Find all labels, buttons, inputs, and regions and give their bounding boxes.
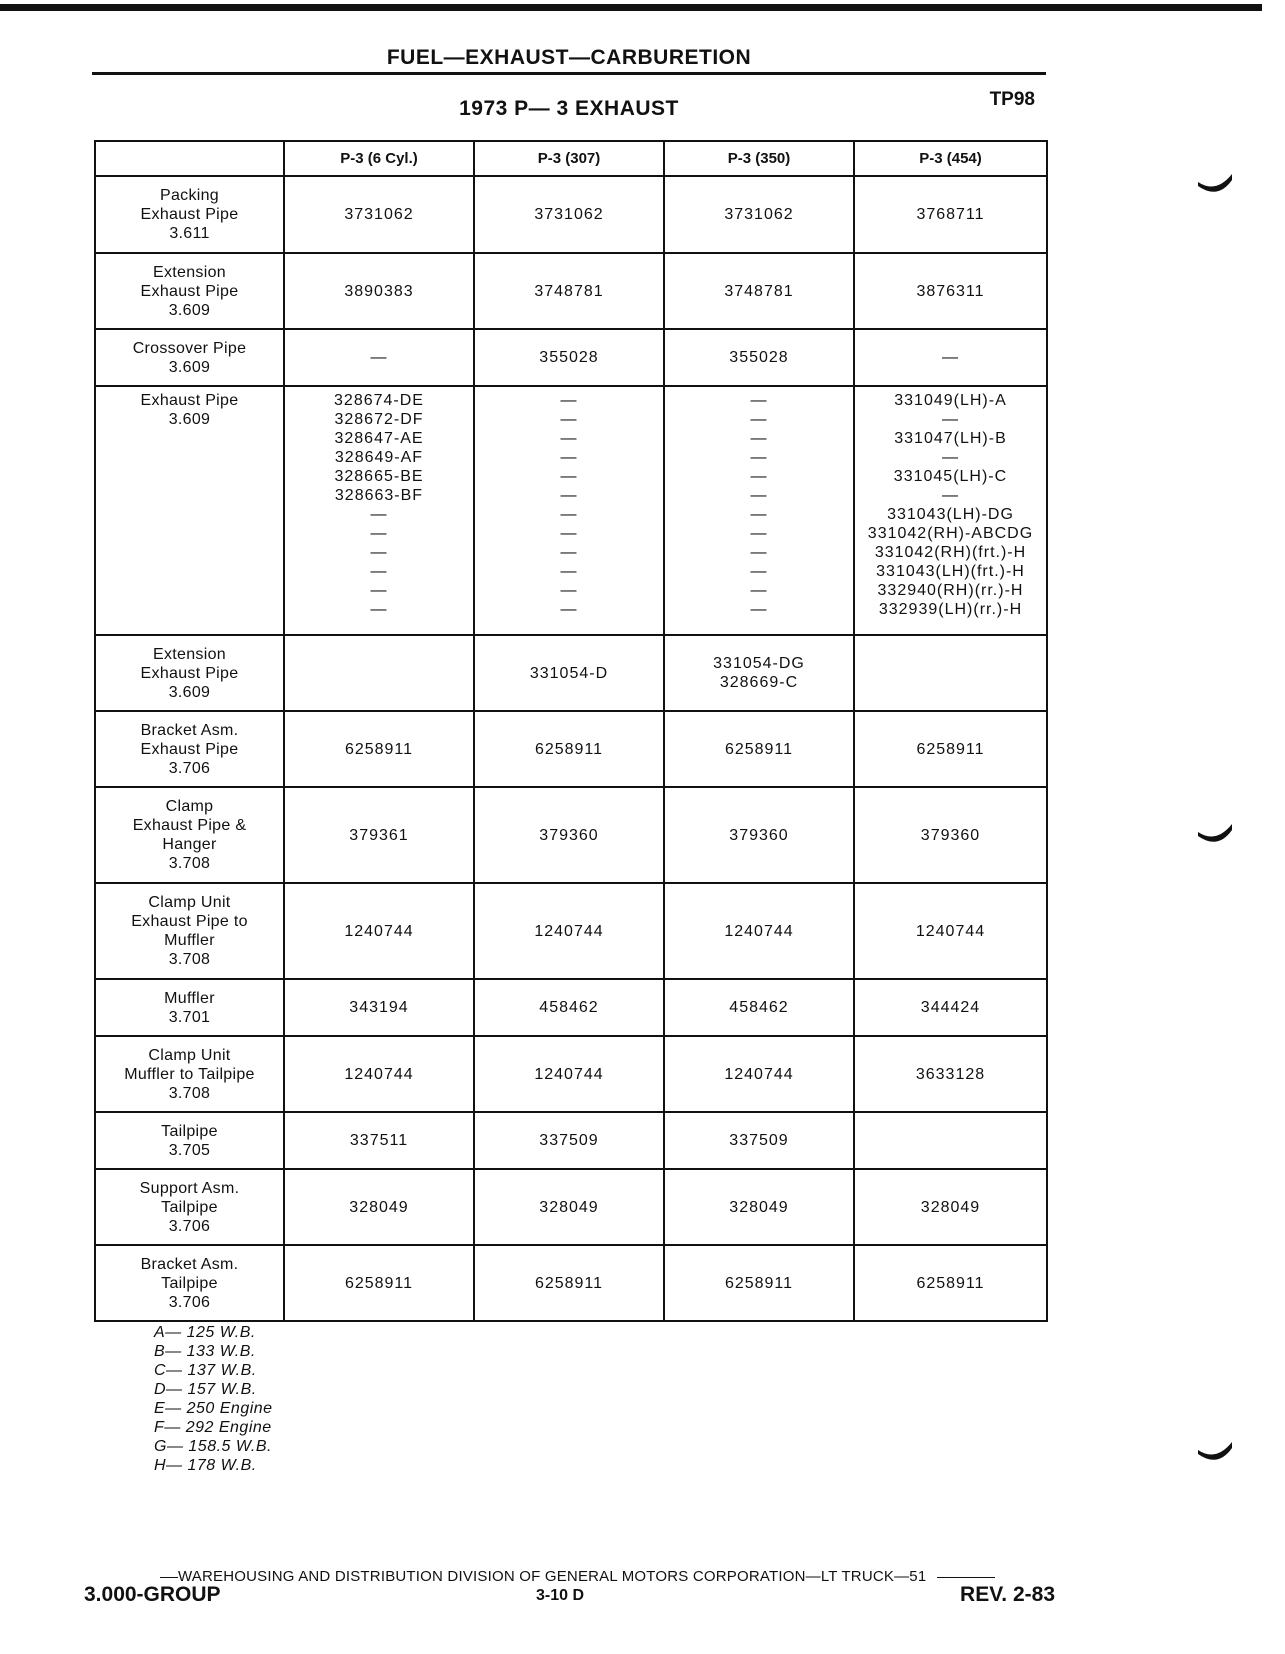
part-number-cell — [284, 329, 474, 386]
part-number: — — [750, 468, 768, 485]
part-number-cell — [284, 1036, 474, 1112]
part-number: 344424 — [920, 999, 981, 1016]
part-number-cell — [284, 787, 474, 883]
part-name-cell — [95, 1112, 284, 1169]
part-number: 328672-DF — [334, 411, 424, 428]
part-number: — — [560, 449, 578, 466]
part-number-cell — [854, 711, 1047, 787]
part-number: — — [560, 392, 578, 409]
part-number: 328669-C — [719, 674, 799, 691]
part-number-cell — [854, 1245, 1047, 1321]
part-name-line: Clamp — [165, 798, 214, 815]
part-number: 3748781 — [724, 282, 794, 300]
part-number: 337511 — [349, 1132, 409, 1149]
part-number: 331045(LH)-C — [893, 468, 1008, 485]
part-name-line: 3.708 — [168, 951, 211, 968]
part-number: — — [560, 544, 578, 561]
footer-dash-right — [937, 1577, 995, 1578]
part-number: — — [560, 411, 578, 428]
part-number-cell — [284, 386, 474, 635]
part-number-cell — [854, 979, 1047, 1036]
part-name-line: 3.701 — [168, 1008, 211, 1026]
part-number: 6258911 — [344, 740, 414, 758]
part-number: 331042(RH)-ABCDG — [867, 525, 1034, 542]
table-row — [95, 1036, 1047, 1112]
part-number: — — [370, 582, 388, 599]
part-number-cell — [664, 1036, 854, 1112]
legend-item: F— 292 Engine — [154, 1419, 272, 1436]
part-number: — — [560, 582, 578, 599]
part-number: — — [370, 601, 388, 618]
part-number-cell — [854, 386, 1047, 635]
part-number: 331042(RH)(frt.)-H — [874, 544, 1027, 561]
part-number: 3731062 — [724, 206, 794, 223]
part-number-cell — [284, 1245, 474, 1321]
part-name-line: Packing — [159, 187, 220, 204]
part-name-line: Extension — [153, 263, 226, 281]
part-number: 6258911 — [724, 1274, 794, 1292]
table-row — [95, 883, 1047, 979]
part-name-line: 3.705 — [168, 1141, 211, 1159]
part-name-line: 3.609 — [168, 358, 211, 376]
part-name-line: Exhaust Pipe — [140, 206, 239, 223]
part-name-line: Tailpipe — [161, 1198, 218, 1216]
part-number-cell — [664, 386, 854, 635]
part-name-line: Exhaust Pipe & — [132, 817, 247, 834]
part-number: 331054-D — [529, 664, 609, 682]
table-row — [95, 176, 1047, 253]
part-number: — — [560, 525, 578, 542]
part-name-line: Exhaust Pipe — [140, 282, 239, 300]
table-row — [95, 711, 1047, 787]
part-number: — — [560, 563, 578, 580]
part-number-cell — [664, 711, 854, 787]
table-row — [95, 329, 1047, 386]
part-number: 458462 — [539, 999, 599, 1016]
part-number-cell — [474, 1245, 664, 1321]
part-number-cell — [284, 711, 474, 787]
part-name-line: Clamp Unit — [148, 894, 231, 911]
part-number-cell — [854, 329, 1047, 386]
table-body — [95, 176, 1047, 1321]
table-row — [95, 635, 1047, 711]
part-number: 355028 — [729, 349, 789, 366]
part-number: 328049 — [349, 1198, 409, 1216]
part-number-cell — [664, 1169, 854, 1245]
part-name-line: 3.611 — [169, 225, 210, 242]
legend-item: A— 125 W.B. — [154, 1324, 256, 1341]
part-number-cell — [284, 883, 474, 979]
legend-item: D— 157 W.B. — [154, 1381, 257, 1398]
part-number: 6258911 — [916, 1274, 985, 1292]
part-name-cell — [95, 787, 284, 883]
part-number: 3876311 — [916, 282, 985, 300]
part-number: — — [370, 544, 388, 561]
part-number: 1240744 — [344, 922, 414, 940]
top-border-rule — [0, 4, 1262, 11]
part-number: 328049 — [729, 1198, 789, 1216]
part-number: — — [750, 601, 768, 618]
part-number: 379360 — [539, 826, 599, 844]
part-name-line: Exhaust Pipe to — [131, 913, 248, 930]
part-number: — — [750, 506, 768, 523]
part-number: 458462 — [729, 999, 789, 1016]
column-header: P-3 (454) — [854, 141, 1047, 176]
footer-page-number: 3-10 D — [536, 1587, 585, 1604]
part-name-line: Extension — [153, 645, 226, 663]
part-name-line: Support Asm. — [139, 1179, 240, 1197]
part-number: 379361 — [349, 826, 409, 844]
part-number-cell — [854, 1112, 1047, 1169]
legend-item: B— 133 W.B. — [154, 1343, 256, 1360]
part-number-cell — [474, 787, 664, 883]
part-number-cell — [284, 1112, 474, 1169]
part-number-cell — [664, 176, 854, 253]
part-name-cell — [95, 1245, 284, 1321]
part-number: 332940(RH)(rr.)-H — [877, 582, 1024, 599]
table-row — [95, 1112, 1047, 1169]
part-number-cell — [664, 253, 854, 329]
legend — [154, 1323, 273, 1475]
part-number: — — [560, 430, 578, 447]
part-number-cell — [664, 1112, 854, 1169]
column-header: P-3 (350) — [664, 141, 854, 176]
column-header: P-3 (6 Cyl.) — [284, 141, 474, 176]
part-number-cell — [284, 979, 474, 1036]
part-number-cell — [474, 386, 664, 635]
footer-group: 3.000-GROUP — [84, 1583, 221, 1606]
legend-item: G— 158.5 W.B. — [154, 1438, 272, 1455]
part-name-cell — [95, 711, 284, 787]
part-name-cell — [95, 253, 284, 329]
part-number: 6258911 — [724, 740, 794, 758]
part-name-line: Bracket Asm. — [140, 721, 239, 739]
part-number: 328665-BE — [334, 468, 424, 485]
part-number: 6258911 — [534, 740, 604, 758]
part-number: 6258911 — [534, 1274, 604, 1292]
part-name-line: Exhaust Pipe — [140, 740, 239, 758]
part-name-cell — [95, 979, 284, 1036]
part-name-line: 3.609 — [168, 683, 211, 701]
section-title: FUEL—EXHAUST—CARBURETION — [386, 46, 752, 69]
table-row — [95, 979, 1047, 1036]
part-name-line: 3.609 — [168, 301, 211, 319]
part-name-cell — [95, 1169, 284, 1245]
part-number-cell — [854, 1169, 1047, 1245]
part-number: — — [750, 487, 768, 504]
part-name-line: Muffler — [164, 989, 215, 1007]
part-number-cell — [664, 883, 854, 979]
part-number: 328674-DE — [334, 392, 424, 409]
part-number: 1240744 — [724, 922, 794, 940]
part-number: — — [750, 430, 768, 447]
part-number: 331043(LH)(frt.)-H — [876, 563, 1025, 580]
footer-division-line — [160, 1568, 995, 1585]
table-row — [95, 787, 1047, 883]
part-number: 337509 — [539, 1132, 599, 1149]
part-number-cell — [664, 979, 854, 1036]
part-name-line: Tailpipe — [161, 1122, 218, 1140]
part-number: 3890383 — [344, 282, 414, 300]
part-number: — — [750, 449, 768, 466]
part-number: 343194 — [349, 999, 409, 1016]
part-number: 6258911 — [916, 740, 985, 758]
part-number: 379360 — [729, 826, 789, 844]
legend-item: H— 178 W.B. — [154, 1457, 257, 1474]
part-number: 1240744 — [534, 922, 604, 940]
part-name-cell — [95, 386, 284, 635]
part-number-cell — [664, 329, 854, 386]
part-name-cell — [95, 1036, 284, 1112]
part-number-cell — [854, 635, 1047, 711]
part-number: — — [750, 392, 768, 409]
part-number-cell — [474, 329, 664, 386]
part-number-cell — [284, 1169, 474, 1245]
part-number: 331047(LH)-B — [894, 430, 1007, 447]
column-header: P-3 (307) — [474, 141, 664, 176]
part-name-line: 3.609 — [168, 411, 211, 428]
table-header-row — [95, 141, 1047, 176]
part-number: 1240744 — [344, 1065, 414, 1083]
part-name-line: Clamp Unit — [148, 1046, 231, 1064]
part-name-line: Muffler to Tailpipe — [124, 1065, 255, 1083]
part-number-cell — [474, 979, 664, 1036]
part-number: 355028 — [539, 349, 599, 366]
part-number: — — [560, 468, 578, 485]
legend-item: E— 250 Engine — [154, 1400, 273, 1417]
part-number: 332939(LH)(rr.)-H — [878, 601, 1023, 618]
footer-division-text: WAREHOUSING AND DISTRIBUTION DIVISION OF GENERAL MOTORS CORPORATION—LT TRUCK—51 — [178, 1568, 927, 1585]
part-number-cell — [284, 176, 474, 253]
part-number: 337509 — [729, 1132, 789, 1149]
part-number: 3748781 — [534, 282, 604, 300]
section-title-rule — [92, 72, 1046, 75]
part-name-line: Hanger — [162, 836, 217, 853]
part-number: 328049 — [920, 1198, 981, 1216]
part-name-cell — [95, 176, 284, 253]
part-number: 3731062 — [534, 206, 604, 223]
column-header — [95, 141, 284, 176]
binder-hole-mark — [1196, 170, 1234, 200]
part-number-cell — [854, 176, 1047, 253]
part-number-cell — [854, 787, 1047, 883]
part-name-line: 3.708 — [168, 855, 211, 872]
part-name-line: 3.706 — [168, 759, 211, 777]
part-number-cell — [474, 1036, 664, 1112]
part-number: 328049 — [539, 1198, 599, 1216]
part-number-cell — [474, 635, 664, 711]
page-code: TP98 — [989, 89, 1035, 110]
table-row — [95, 1169, 1047, 1245]
part-number-cell — [664, 1245, 854, 1321]
part-name-line: Crossover Pipe — [132, 339, 247, 357]
part-number: 331043(LH)-DG — [887, 506, 1014, 523]
part-name-cell — [95, 883, 284, 979]
part-number: — — [942, 487, 959, 504]
part-number: — — [750, 582, 768, 599]
part-number-cell — [284, 253, 474, 329]
part-number: 3633128 — [915, 1065, 986, 1083]
part-number-cell — [664, 635, 854, 711]
part-number: — — [560, 487, 578, 504]
part-number: 331054-DG — [713, 655, 805, 672]
part-number: — — [750, 544, 768, 561]
part-name-line: Bracket Asm. — [140, 1255, 239, 1273]
part-name-cell — [95, 635, 284, 711]
part-number-cell — [474, 253, 664, 329]
binder-hole-mark — [1196, 1438, 1234, 1468]
part-number: — — [942, 411, 959, 428]
part-number-cell — [474, 711, 664, 787]
part-number: — — [750, 411, 768, 428]
part-number-cell — [664, 787, 854, 883]
part-number: — — [942, 349, 959, 366]
part-name-line: Muffler — [164, 932, 215, 949]
part-number: 1240744 — [534, 1065, 604, 1083]
part-number: 328649-AF — [334, 449, 424, 466]
part-number: — — [942, 449, 959, 466]
part-name-line: 3.708 — [168, 1084, 211, 1102]
table-row — [95, 386, 1047, 635]
part-number: 328647-AE — [334, 430, 424, 447]
part-number-cell — [474, 176, 664, 253]
part-number-cell — [284, 635, 474, 711]
part-number: 6258911 — [344, 1274, 414, 1292]
part-number-cell — [854, 883, 1047, 979]
part-name-line: Exhaust Pipe — [140, 392, 239, 409]
part-number: — — [370, 563, 388, 580]
footer-dash-left — [160, 1577, 178, 1578]
part-name-line: Exhaust Pipe — [140, 664, 239, 682]
exhaust-parts-table — [94, 140, 1048, 1322]
table-title: 1973 P— 3 EXHAUST — [459, 97, 679, 120]
part-number: — — [370, 525, 388, 542]
part-number: 379360 — [920, 826, 981, 844]
table-row — [95, 253, 1047, 329]
part-number-cell — [474, 1112, 664, 1169]
part-number: — — [750, 525, 768, 542]
part-number: — — [560, 601, 578, 618]
part-name-line: Tailpipe — [161, 1274, 218, 1292]
part-number: 3768711 — [916, 206, 985, 223]
part-number-cell — [474, 1169, 664, 1245]
part-number: 331049(LH)-A — [894, 392, 1007, 409]
part-number: 1240744 — [724, 1065, 794, 1083]
part-number: — — [750, 563, 768, 580]
table-row — [95, 1245, 1047, 1321]
binder-hole-mark — [1196, 820, 1234, 850]
part-number: — — [370, 349, 388, 366]
part-number: — — [560, 506, 578, 523]
part-number: — — [370, 506, 388, 523]
footer-revision: REV. 2-83 — [960, 1583, 1055, 1606]
part-name-line: 3.706 — [168, 1293, 211, 1311]
part-name-line: 3.706 — [168, 1217, 211, 1235]
part-number-cell — [854, 253, 1047, 329]
part-name-cell — [95, 329, 284, 386]
legend-item: C— 137 W.B. — [154, 1362, 257, 1379]
part-number: 3731062 — [344, 206, 414, 223]
part-number: 1240744 — [915, 922, 986, 940]
part-number-cell — [474, 883, 664, 979]
part-number-cell — [854, 1036, 1047, 1112]
part-number: 328663-BF — [334, 487, 424, 504]
